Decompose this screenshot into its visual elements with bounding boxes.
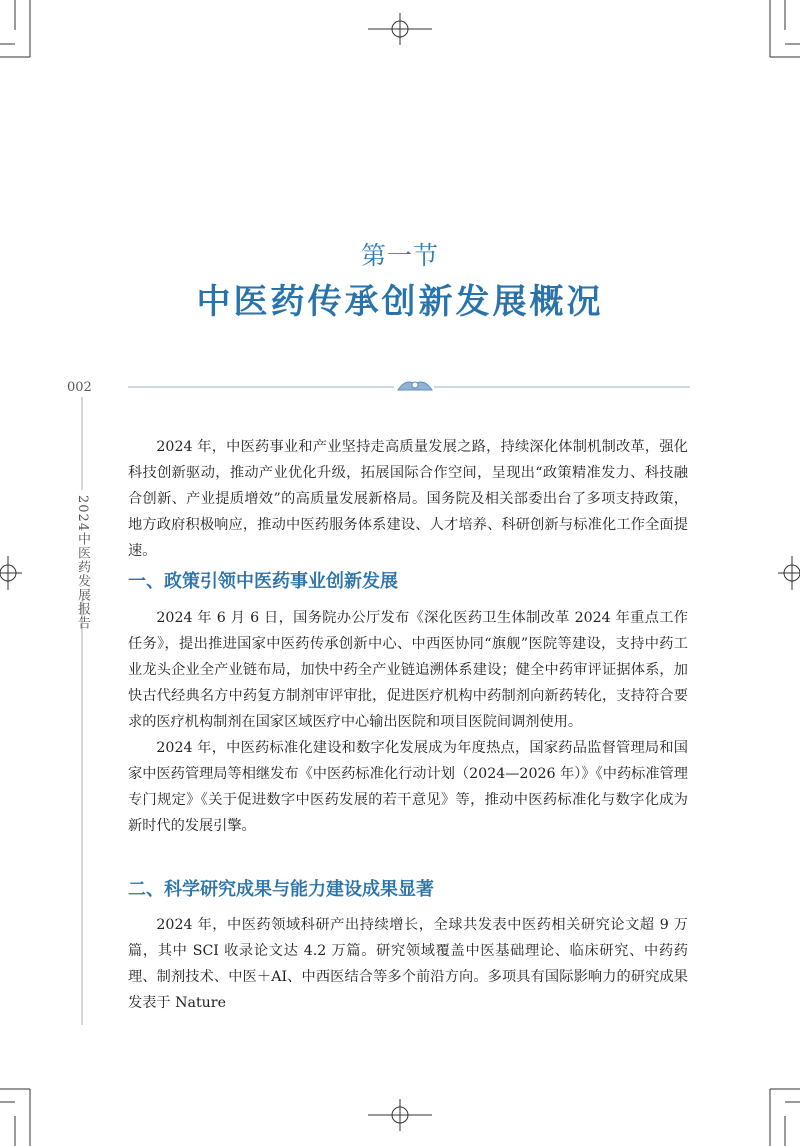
registration-mark: [368, 13, 432, 45]
section-heading-2: 二、科学研究成果与能力建设成果显著: [128, 879, 434, 900]
ornament-icon: [396, 376, 434, 396]
chapter-title: 中医药传承创新发展概况: [196, 282, 604, 322]
registration-mark: [368, 1099, 432, 1131]
page-number: 002: [67, 380, 92, 395]
section-1-paragraph-2: 2024 年，中医药标准化建设和数字化发展成为年度热点，国家药品监督管理局和国家中医药管理局等相继发布《中医药标准化行动计划（2024—2026 年）》《中药标准管理专门规定》《关于促进数字中医药发展的若干意见》等，推动中医药标准化与数字化成为新时代的发展引擎。: [128, 740, 688, 834]
intro-block: [128, 434, 688, 564]
section-label: 第一节: [360, 241, 439, 270]
section-1-body: [128, 605, 688, 839]
running-head: 2024中医药发展报告: [75, 495, 90, 631]
section-2-paragraph-1: 2024 年，中医药领域科研产出持续增长，全球共发表中医药相关研究论文超 9 万篇，其中 SCI 收录论文达 4.2 万篇。研究领域覆盖中医基础理论、临床研究、中药药理、制剂技术、中医＋AI、中西医结合等多个前沿方向。多项具有国际影响力的研究成果发表于 Nature: [128, 917, 688, 1011]
registration-mark: [0, 556, 22, 590]
section-2-body: [128, 912, 688, 1016]
section-heading-1: 一、政策引领中医药事业创新发展: [128, 571, 398, 592]
section-1-paragraph-1: 2024 年 6 月 6 日，国务院办公厅发布《深化医药卫生体制改革 2024 年重点工作任务》，提出推进国家中医药传承创新中心、中西医协同“旗舰”医院等建设，支持中药工业龙头企业全产业链布局，加快中药全产业链追溯体系建设；健全中药审评证据体系，加快古代经典名方中药复方制剂审评审批，促进医疗机构中药制剂向新药转化，支持符合要求的医疗机构制剂在国家区域医疗中心输出医院和项目医院间调剂使用。: [128, 610, 688, 730]
intro-paragraph: 2024 年，中医药事业和产业坚持走高质量发展之路，持续深化体制机制改革，强化科技创新驱动，推动产业优化升级，拓展国际合作空间，呈现出“政策精准发力、科技融合创新、产业提质增效”的高质量发展新格局。国务院及相关部委出台了多项支持政策，地方政府积极响应，推动中医药服务体系建设、人才培养、科研创新与标准化工作全面提速。: [128, 439, 688, 559]
registration-mark: [778, 556, 800, 590]
